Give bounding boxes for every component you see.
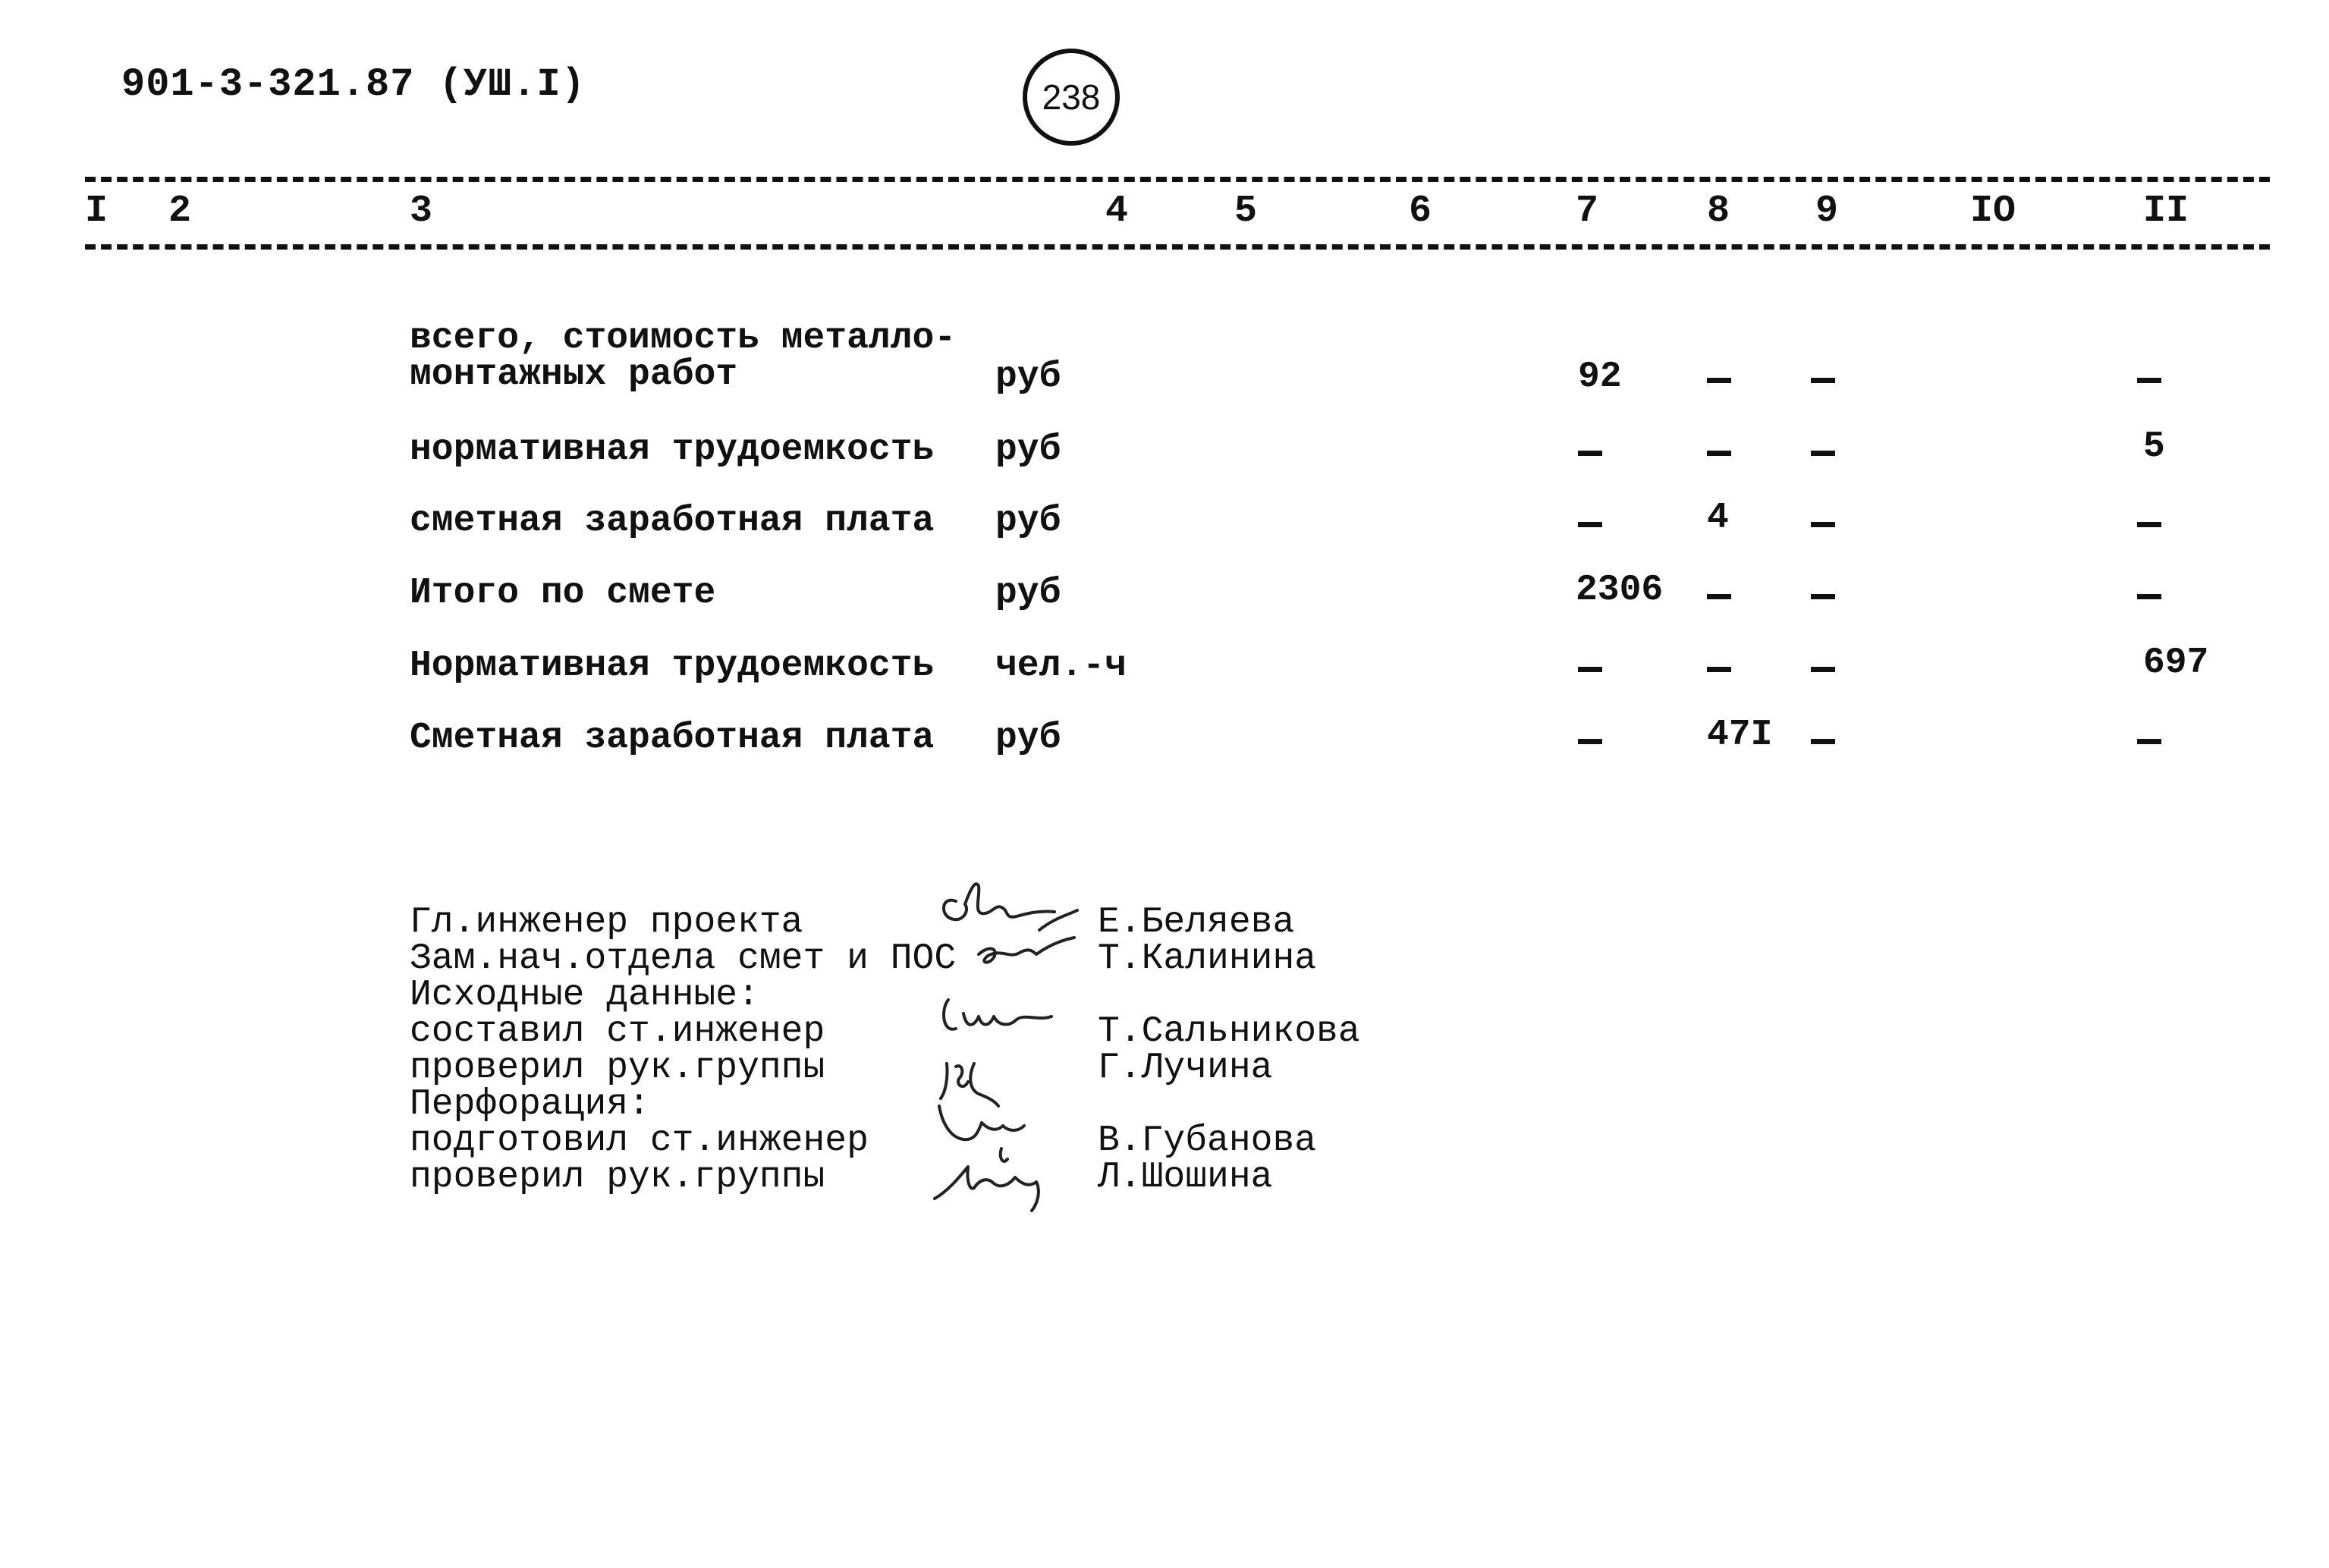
signer-name: Е.Беляева: [1098, 902, 1295, 943]
row-value-col9-dash: [1811, 594, 1835, 599]
column-number-1: I: [85, 190, 108, 233]
row-value-col11-dash: [2137, 378, 2161, 383]
signature-mark: [941, 1064, 998, 1106]
row-value-col8-dash: [1707, 667, 1731, 672]
row-value-col8-dash: [1707, 451, 1731, 456]
row-label: Итого по смете: [410, 573, 716, 614]
row-value-col8: 4: [1707, 498, 1729, 539]
signature-section: Перфорация:: [410, 1084, 650, 1125]
column-number-6: 6: [1409, 190, 1432, 233]
row-value-col7-dash: [1578, 451, 1602, 456]
handwritten-signatures: [926, 865, 1108, 1221]
signature-role: составил ст.инженер: [410, 1011, 825, 1052]
column-number-3: 3: [410, 190, 433, 233]
row-label-line: монтажных работ: [410, 354, 738, 395]
page-number-circle: [1023, 49, 1120, 146]
row-value-col7: 92: [1578, 357, 1622, 397]
signer-name: Л.Шошина: [1098, 1157, 1273, 1198]
signature-role: проверил рук.группы: [410, 1157, 825, 1198]
signature-role: подготовил ст.инженер: [410, 1120, 869, 1161]
row-value-col11-dash: [2137, 522, 2161, 527]
row-unit: чел.-ч: [995, 646, 1127, 687]
row-unit: руб: [995, 718, 1061, 759]
signature-role: Гл.инженер проекта: [410, 902, 803, 943]
row-label: [410, 320, 956, 393]
row-label: нормативная трудоемкость: [410, 429, 935, 470]
row-value-col9-dash: [1811, 522, 1835, 527]
row-value-col8-dash: [1707, 378, 1731, 383]
column-number-10: IO: [1970, 190, 2016, 233]
row-label-line: всего, стоимость металло-: [410, 318, 957, 359]
row-value-col11: 5: [2143, 426, 2165, 467]
row-label: Сметная заработная плата: [410, 718, 935, 759]
row-label: сметная заработная плата: [410, 501, 935, 542]
row-value-col9-dash: [1811, 667, 1835, 672]
row-value-col8: 47I: [1707, 715, 1773, 756]
column-number-8: 8: [1707, 190, 1730, 233]
signature-role: Зам.нач.отдела смет и ПОС: [410, 938, 957, 979]
signature-mark: [979, 938, 1074, 963]
row-value-col9-dash: [1811, 739, 1835, 744]
column-number-7: 7: [1576, 190, 1599, 233]
signer-name: Т.Калинина: [1098, 938, 1317, 979]
signature-mark: [944, 884, 1077, 930]
row-unit: руб: [995, 501, 1061, 542]
row-value-col11: 697: [2143, 643, 2209, 683]
header-rule-bottom: [85, 244, 2270, 250]
row-value-col7-dash: [1578, 522, 1602, 527]
document-code: 901-3-321.87 (УШ.I): [121, 62, 586, 107]
row-value-col9-dash: [1811, 378, 1835, 383]
column-number-4: 4: [1105, 190, 1129, 233]
row-value-col7: 2306: [1576, 570, 1664, 611]
row-value-col11-dash: [2137, 594, 2161, 599]
column-number-11: II: [2143, 190, 2189, 233]
signer-name: Г.Лучина: [1098, 1048, 1273, 1089]
row-value-col7-dash: [1578, 739, 1602, 744]
signature-role: проверил рук.группы: [410, 1048, 825, 1089]
signature-mark: [939, 1106, 1024, 1161]
column-number-2: 2: [168, 190, 192, 233]
page-number: 238: [1042, 77, 1101, 117]
column-number-9: 9: [1815, 190, 1839, 233]
row-unit: руб: [995, 357, 1061, 397]
row-unit: руб: [995, 573, 1061, 614]
row-label: Нормативная трудоемкость: [410, 646, 935, 687]
column-number-5: 5: [1234, 190, 1258, 233]
signature-mark: [944, 1000, 1051, 1029]
row-value-col9-dash: [1811, 451, 1835, 456]
signer-name: Т.Сальникова: [1098, 1011, 1360, 1052]
signature-mark: [935, 1167, 1039, 1211]
row-value-col7-dash: [1578, 667, 1602, 672]
row-value-col11-dash: [2137, 739, 2161, 744]
row-value-col8-dash: [1707, 594, 1731, 599]
signature-section: Исходные данные:: [410, 975, 759, 1016]
header-rule-top: [85, 177, 2270, 182]
signer-name: В.Губанова: [1098, 1120, 1317, 1161]
row-unit: руб: [995, 429, 1061, 470]
